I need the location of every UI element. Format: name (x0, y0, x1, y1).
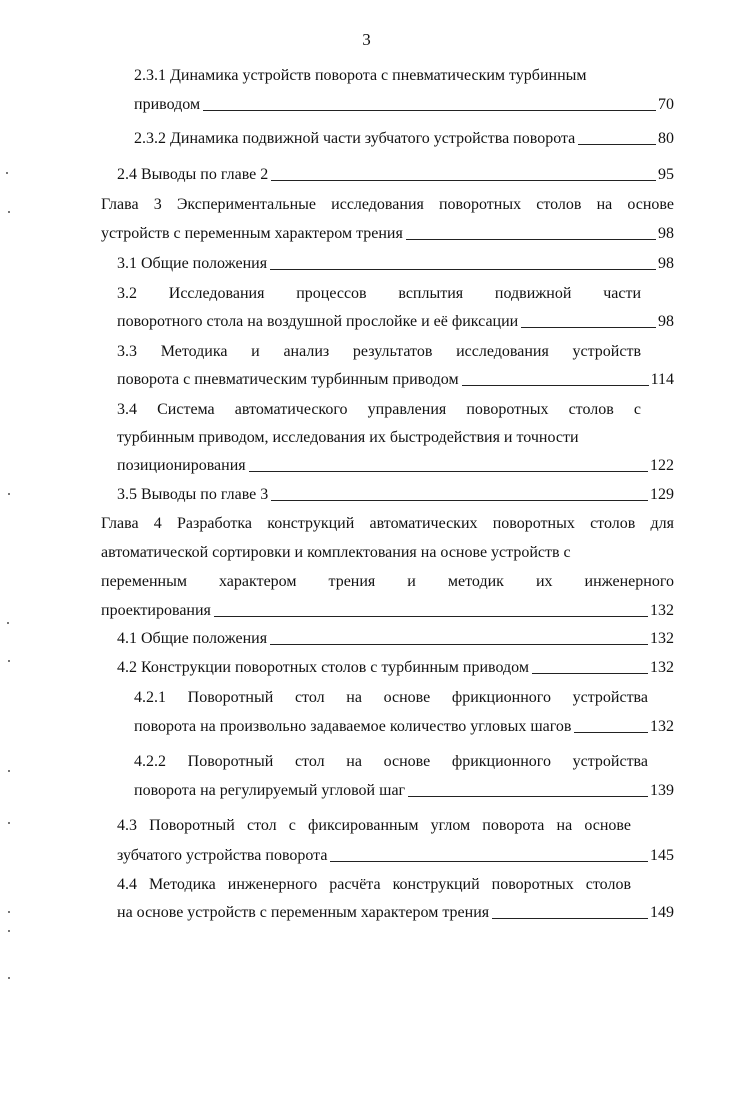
toc-entry-3-4-page: 122 (650, 457, 674, 474)
toc-entry-3-3-page: 114 (650, 371, 674, 388)
toc-chapter-4-page: 132 (650, 602, 674, 619)
toc-entry-4-1-page: 132 (650, 630, 674, 647)
toc-entry-3-2-text: поворотного стола на воздушной прослойке и её фиксации (117, 313, 519, 330)
toc-entry-4-2-2-text: поворота на регулируемый угловой шаг (134, 782, 406, 799)
toc-entry-3-1 (117, 254, 674, 274)
toc-entry-3-4-line1: 3.4 Система автоматического управления поворотных столов с (117, 401, 641, 418)
toc-entry-3-2-line1: 3.2 Исследования процессов всплытия подвижной части (117, 285, 641, 302)
toc-entry-4-4-line2 (117, 903, 674, 923)
toc-entry-4-2-1-page: 132 (650, 718, 674, 735)
toc-chapter-4-text: проектирования (101, 602, 211, 619)
toc-chapter-3-page: 98 (658, 225, 674, 242)
toc-entry-4-3-text: зубчатого устройства поворота (117, 847, 328, 864)
toc-entry-2-3-2-text: 2.3.2 Динамика подвижной части зубчатого устройства поворота (134, 130, 576, 147)
scan-mark (8, 770, 10, 772)
toc-entry-3-2-line2 (117, 312, 674, 332)
toc-entry-3-1-page: 98 (658, 255, 674, 272)
toc-entry-4-1-text: 4.1 Общие положения (117, 630, 268, 647)
dot-leader (249, 470, 648, 472)
toc-entry-3-5 (117, 485, 674, 505)
scan-mark (8, 493, 10, 495)
dot-leader (521, 326, 656, 328)
toc-entry-3-1-text: 3.1 Общие положения (117, 255, 268, 272)
toc-entry-2-3-1-line1: 2.3.1 Динамика устройств поворота с пневматическим турбинным (134, 67, 587, 84)
page-number: 3 (362, 30, 371, 49)
toc-entry-3-2-page: 98 (658, 313, 674, 330)
toc-entry-4-2-2-line2 (134, 781, 674, 801)
dot-leader (492, 917, 648, 919)
dot-leader (271, 499, 648, 501)
dot-leader (330, 860, 648, 862)
dot-leader (214, 615, 648, 617)
toc-entry-3-3-line1: 3.3 Методика и анализ результатов исследования устройств (117, 343, 641, 360)
toc-entry-3-5-text: 3.5 Выводы по главе 3 (117, 486, 269, 503)
toc-entry-4-2-page: 132 (650, 659, 674, 676)
toc-chapter-4-line4 (101, 601, 674, 621)
toc-entry-2-4-page: 95 (658, 166, 674, 183)
scan-mark (7, 622, 9, 624)
scan-mark (8, 930, 10, 932)
toc-entry-4-4-text: на основе устройств с переменным характером трения (117, 904, 490, 921)
dot-leader (408, 795, 648, 797)
scan-mark (8, 911, 10, 913)
toc-chapter-3-text: устройств с переменным характером трения (101, 225, 403, 242)
toc-entry-2-3-2-page: 80 (658, 130, 674, 147)
toc-entry-2-4-text: 2.4 Выводы по главе 2 (117, 166, 269, 183)
scan-mark (8, 660, 10, 662)
scan-mark (8, 822, 10, 824)
toc-entry-3-4-text: позиционирования (117, 457, 246, 474)
toc-entry-3-4-line2: турбинным приводом, исследования их быстродействия и точности (117, 429, 579, 446)
toc-entry-4-2-1-text: поворота на произвольно задаваемое количество угловых шагов (134, 718, 572, 735)
toc-entry-2-3-1-text: приводом (134, 96, 201, 113)
toc-entry-4-2-2-line1: 4.2.2 Поворотный стол на основе фрикционного устройства (134, 753, 648, 770)
toc-entry-2-3-1-page: 70 (658, 96, 674, 113)
toc-entry-2-4 (117, 165, 674, 185)
toc-chapter-4-line2: автоматической сортировки и комплектования на основе устройств с (101, 544, 571, 561)
dot-leader (203, 109, 656, 111)
toc-entry-4-2-1-line2 (134, 717, 674, 737)
toc-entry-4-2-text: 4.2 Конструкции поворотных столов с турбинным приводом (117, 659, 529, 676)
toc-entry-4-3-line2 (117, 846, 674, 866)
toc-chapter-4-line3: переменным характером трения и методик их инженерного (101, 573, 674, 590)
dot-leader (578, 143, 656, 145)
toc-entry-2-3-1-line2 (134, 95, 674, 115)
toc-entry-3-3-text: поворота с пневматическим турбинным приводом (117, 371, 459, 388)
scan-mark (8, 211, 10, 213)
toc-chapter-4-line1: Глава 4 Разработка конструкций автоматических поворотных столов для (101, 515, 674, 532)
toc-entry-4-4-page: 149 (650, 904, 674, 921)
toc-entry-3-5-page: 129 (650, 486, 674, 503)
toc-chapter-3-line1: Глава 3 Экспериментальные исследования поворотных столов на основе (101, 196, 674, 213)
toc-entry-4-3-page: 145 (650, 847, 674, 864)
dot-leader (574, 731, 648, 733)
toc-chapter-3-line2 (101, 224, 674, 244)
toc-entry-4-3-line1: 4.3 Поворотный стол с фиксированным углом поворота на основе (117, 817, 631, 834)
toc-entry-3-4-line3 (117, 456, 674, 476)
toc-entry-3-3-line2 (117, 370, 674, 390)
scan-mark (8, 977, 10, 979)
dot-leader (271, 179, 656, 181)
dot-leader (270, 268, 656, 270)
toc-entry-4-4-line1: 4.4 Методика инженерного расчёта конструкций поворотных столов (117, 876, 631, 893)
dot-leader (532, 672, 648, 674)
toc-entry-4-2-1-line1: 4.2.1 Поворотный стол на основе фрикционного устройства (134, 689, 648, 706)
scan-mark (6, 172, 8, 174)
dot-leader (270, 643, 648, 645)
toc-entry-2-3-2 (134, 129, 674, 149)
toc-entry-4-1 (117, 629, 674, 649)
toc-entry-4-2 (117, 658, 674, 678)
toc-entry-4-2-2-page: 139 (650, 782, 674, 799)
dot-leader (462, 384, 649, 386)
dot-leader (406, 238, 656, 240)
